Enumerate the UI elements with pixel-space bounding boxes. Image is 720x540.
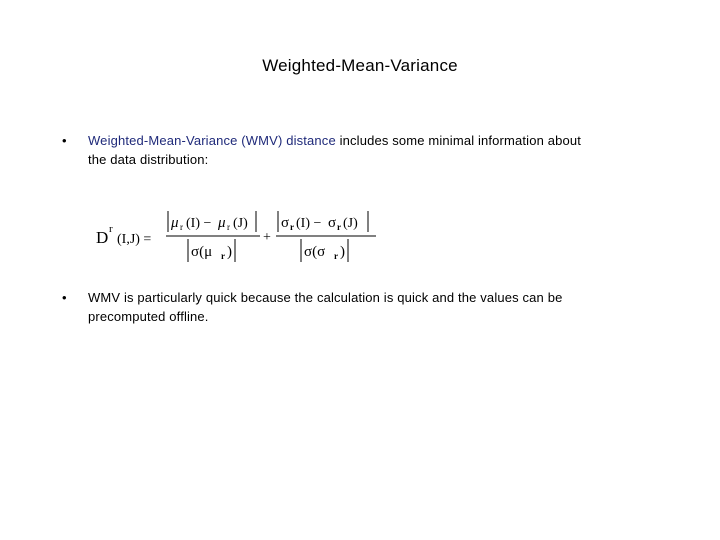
formula-lhs-d: D (96, 228, 109, 247)
bullet-text-2-line1: WMV is particularly quick because the calculation is quick and the values can be (88, 290, 563, 305)
wmv-term-highlight: Weighted-Mean-Variance (WMV) distance (88, 133, 336, 148)
formula-t1-sub-a: r (180, 222, 183, 232)
formula-t2-den-close: ) (340, 244, 345, 260)
bullet-text-2-line2: precomputed offline. (88, 309, 209, 324)
formula-t2-den-sigma: σ(σ (304, 244, 326, 260)
bullet-text-1-line2: the data distribution: (88, 152, 209, 167)
formula-t2-sigma-b: σ (328, 215, 337, 231)
bullet-text-1 (88, 131, 668, 169)
formula-t2-den-sub: r (334, 251, 338, 261)
wmv-distance-formula (92, 205, 392, 270)
bullet-symbol: • (62, 290, 67, 305)
formula-t2-arg-b: (J) (343, 216, 358, 231)
formula-t1-mu-a: μ (171, 215, 179, 231)
bullet-text-1-rest: includes some minimal information about (335, 133, 581, 148)
formula-lhs-args: (I,J) = (117, 232, 152, 247)
formula-lhs-sup: r (109, 223, 113, 235)
formula-t1-sub-b: r (227, 222, 230, 232)
slide-title: Weighted-Mean-Variance (262, 56, 458, 75)
formula-t2-sub-b: r (337, 222, 341, 232)
formula-t1-den-sub: r (221, 251, 225, 261)
bullet-text-2 (88, 288, 668, 326)
formula-t1-den-sigma: σ(μ (191, 244, 213, 260)
formula-t1-mu-b: μ (218, 215, 226, 231)
formula-t2-sigma-a: σ (281, 215, 290, 231)
bullet-symbol: • (62, 133, 67, 148)
formula-t1-den-close: ) (227, 244, 232, 260)
formula-plus: + (263, 230, 271, 245)
formula-t2-sub-a: r (290, 222, 294, 232)
formula-t1-arg-a: (I) − (186, 216, 212, 231)
formula-t2-arg-a: (I) − (296, 216, 322, 231)
formula-t1-arg-b: (J) (233, 216, 248, 231)
